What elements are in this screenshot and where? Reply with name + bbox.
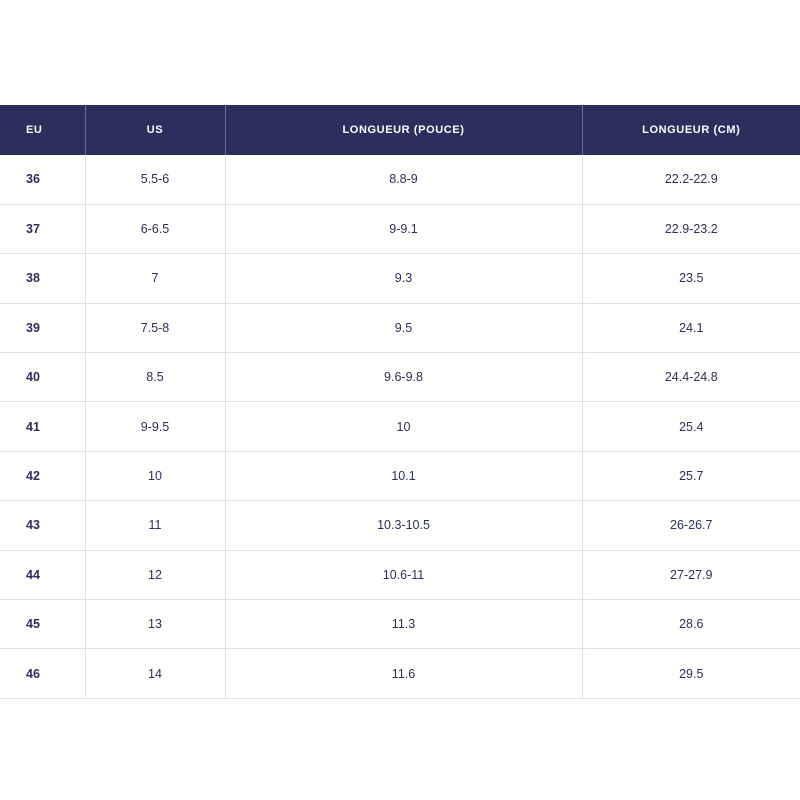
cell-eu: 45 [0, 600, 85, 649]
cell-length-cm: 29.5 [582, 649, 800, 698]
cell-eu: 38 [0, 254, 85, 303]
column-header-eu: EU [0, 105, 85, 155]
table-header [0, 105, 800, 155]
cell-eu: 37 [0, 204, 85, 253]
cell-length-cm: 24.1 [582, 303, 800, 352]
cell-length-cm: 23.5 [582, 254, 800, 303]
table-header-row [0, 105, 800, 155]
cell-length-inch: 10.1 [225, 451, 582, 500]
size-chart-table [0, 105, 800, 699]
cell-length-cm: 28.6 [582, 600, 800, 649]
cell-length-inch: 9.3 [225, 254, 582, 303]
column-header-length-cm: LONGUEUR (CM) [582, 105, 800, 155]
cell-eu: 36 [0, 155, 85, 204]
cell-length-inch: 9.6-9.8 [225, 353, 582, 402]
cell-length-cm: 24.4-24.8 [582, 353, 800, 402]
cell-eu: 46 [0, 649, 85, 698]
cell-length-cm: 26-26.7 [582, 501, 800, 550]
cell-us: 8.5 [85, 353, 225, 402]
cell-us: 12 [85, 550, 225, 599]
table-row [0, 550, 800, 599]
table-row [0, 254, 800, 303]
cell-us: 14 [85, 649, 225, 698]
cell-eu: 40 [0, 353, 85, 402]
cell-us: 5.5-6 [85, 155, 225, 204]
column-header-us: US [85, 105, 225, 155]
cell-length-cm: 22.2-22.9 [582, 155, 800, 204]
table-row [0, 155, 800, 204]
table-row [0, 402, 800, 451]
cell-length-inch: 11.6 [225, 649, 582, 698]
cell-eu: 41 [0, 402, 85, 451]
cell-length-cm: 27-27.9 [582, 550, 800, 599]
cell-us: 13 [85, 600, 225, 649]
cell-length-inch: 8.8-9 [225, 155, 582, 204]
cell-length-cm: 25.7 [582, 451, 800, 500]
cell-length-inch: 10.6-11 [225, 550, 582, 599]
cell-eu: 42 [0, 451, 85, 500]
cell-eu: 44 [0, 550, 85, 599]
cell-us: 10 [85, 451, 225, 500]
table-row [0, 353, 800, 402]
table-row [0, 649, 800, 698]
cell-length-inch: 11.3 [225, 600, 582, 649]
table-row [0, 501, 800, 550]
cell-us: 6-6.5 [85, 204, 225, 253]
cell-us: 7.5-8 [85, 303, 225, 352]
cell-us: 7 [85, 254, 225, 303]
size-chart-table-wrapper [0, 105, 800, 699]
table-row [0, 600, 800, 649]
column-header-length-inch: LONGUEUR (POUCE) [225, 105, 582, 155]
cell-length-cm: 25.4 [582, 402, 800, 451]
cell-length-inch: 9.5 [225, 303, 582, 352]
cell-eu: 43 [0, 501, 85, 550]
table-row [0, 451, 800, 500]
table-row [0, 204, 800, 253]
table-body [0, 155, 800, 698]
cell-length-cm: 22.9-23.2 [582, 204, 800, 253]
cell-length-inch: 10.3-10.5 [225, 501, 582, 550]
cell-us: 9-9.5 [85, 402, 225, 451]
table-row [0, 303, 800, 352]
cell-us: 11 [85, 501, 225, 550]
cell-eu: 39 [0, 303, 85, 352]
cell-length-inch: 10 [225, 402, 582, 451]
cell-length-inch: 9-9.1 [225, 204, 582, 253]
